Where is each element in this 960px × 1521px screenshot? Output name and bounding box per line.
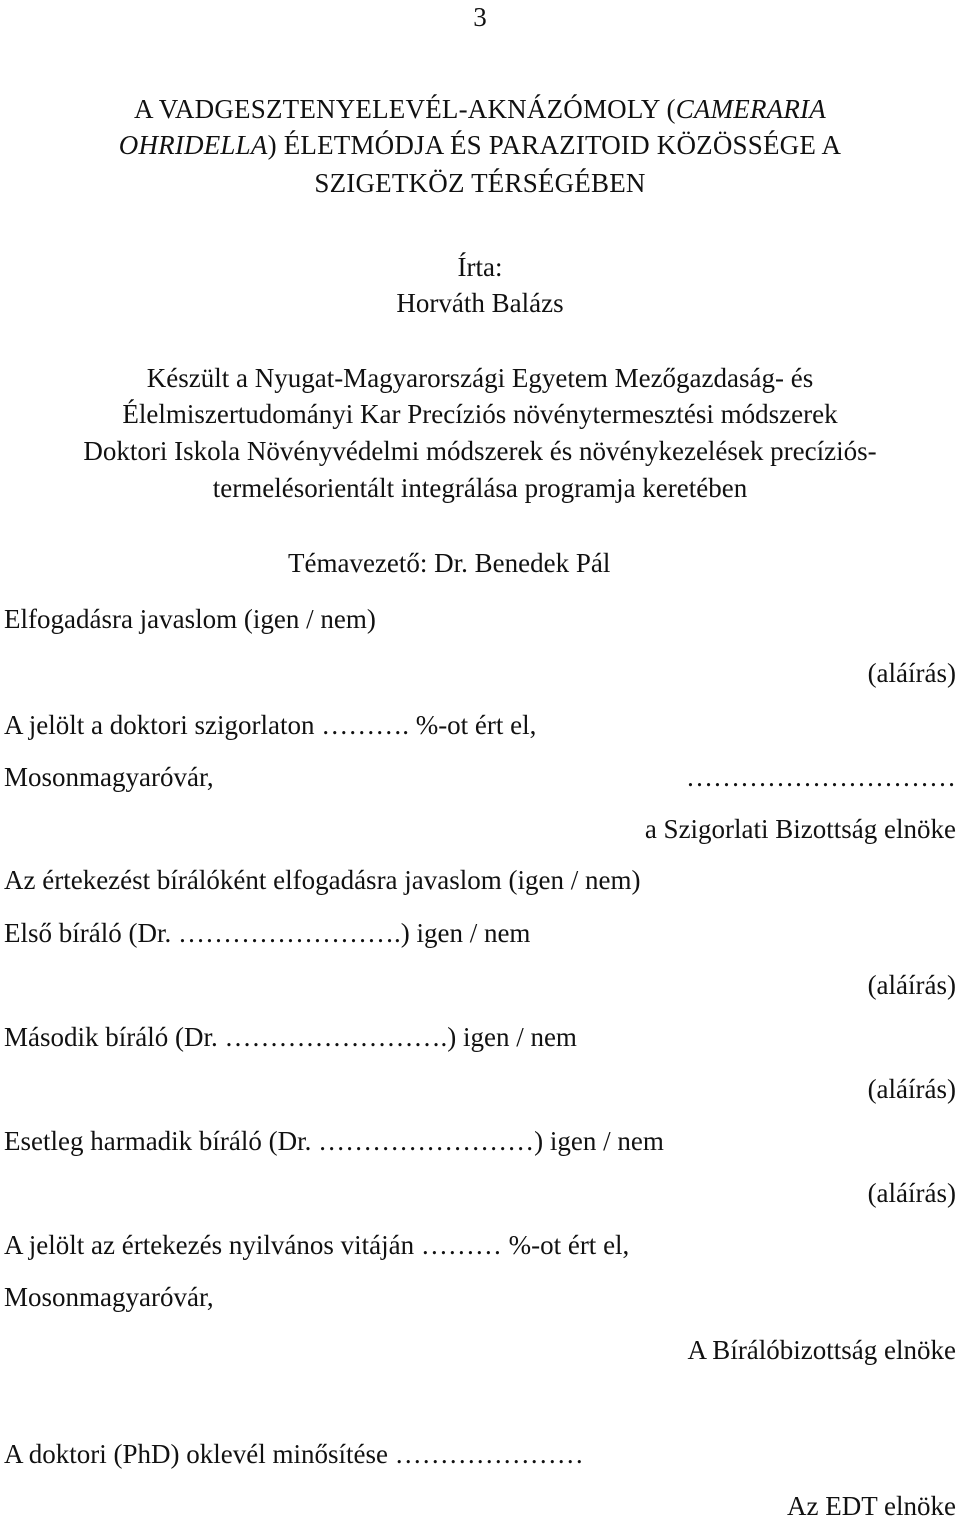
signature-label: (aláírás)	[867, 658, 956, 688]
acceptance-proposal: Elfogadásra javaslom (igen / nem)	[4, 604, 376, 634]
exam-committee-chair: a Szigorlati Bizottság elnöke	[644, 814, 956, 844]
title-line-1	[0, 96, 960, 123]
place: Mosonmagyaróvár,	[4, 1282, 214, 1312]
phd-grade: A doktori (PhD) oklevél minősítése …………………	[4, 1439, 584, 1469]
signature-label: (aláírás)	[867, 1074, 956, 1104]
title-species-genus: CAMERARIA	[675, 94, 826, 124]
reviewer-proposal: Az értekezést bírálóként elfogadásra javaslom (igen / nem)	[4, 865, 641, 895]
author-name: Horváth Balázs	[396, 288, 564, 318]
title-species-epithet: OHRIDELLA	[118, 130, 268, 160]
edt-chair: Az EDT elnöke	[787, 1491, 956, 1521]
page-number: 3	[473, 2, 487, 32]
institution-line: Élelmiszertudományi Kar Precíziós növénytermesztési módszerek	[122, 399, 838, 429]
signature-line: …………………………	[686, 762, 956, 792]
institution-line: termelésorientált integrálása programja keretében	[212, 473, 748, 503]
reviewer-2: Második bíráló (Dr. …………………….) igen / nem	[4, 1022, 577, 1052]
defense-result: A jelölt az értekezés nyilvános vitáján ……… %-ot ért el,	[4, 1230, 630, 1260]
title-text: ) ÉLETMÓDJA ÉS PARAZITOID KÖZÖSSÉGE A	[267, 130, 842, 160]
review-committee-chair: A Bírálóbizottság elnöke	[687, 1335, 956, 1365]
reviewer-3: Esetleg harmadik bíráló (Dr. ……………………) igen / nem	[4, 1126, 664, 1156]
title-line-3: SZIGETKÖZ TÉRSÉGÉBEN	[314, 168, 646, 198]
author-label: Írta:	[457, 252, 503, 282]
reviewer-1: Első bíráló (Dr. …………………….) igen / nem	[4, 918, 531, 948]
institution-line: Készült a Nyugat-Magyarországi Egyetem Mezőgazdaság- és	[146, 363, 814, 393]
title-text: A VADGESZTENYELEVÉL-AKNÁZÓMOLY (	[134, 94, 676, 124]
title-line-2	[0, 132, 960, 159]
signature-label: (aláírás)	[867, 970, 956, 1000]
exam-result: A jelölt a doktori szigorlaton ………. %-ot ért el,	[4, 710, 537, 740]
institution-line: Doktori Iskola Növényvédelmi módszerek és növénykezelések precíziós-	[83, 436, 877, 466]
signature-label: (aláírás)	[867, 1178, 956, 1208]
place: Mosonmagyaróvár,	[4, 762, 214, 792]
supervisor: Témavezető: Dr. Benedek Pál	[288, 548, 611, 578]
